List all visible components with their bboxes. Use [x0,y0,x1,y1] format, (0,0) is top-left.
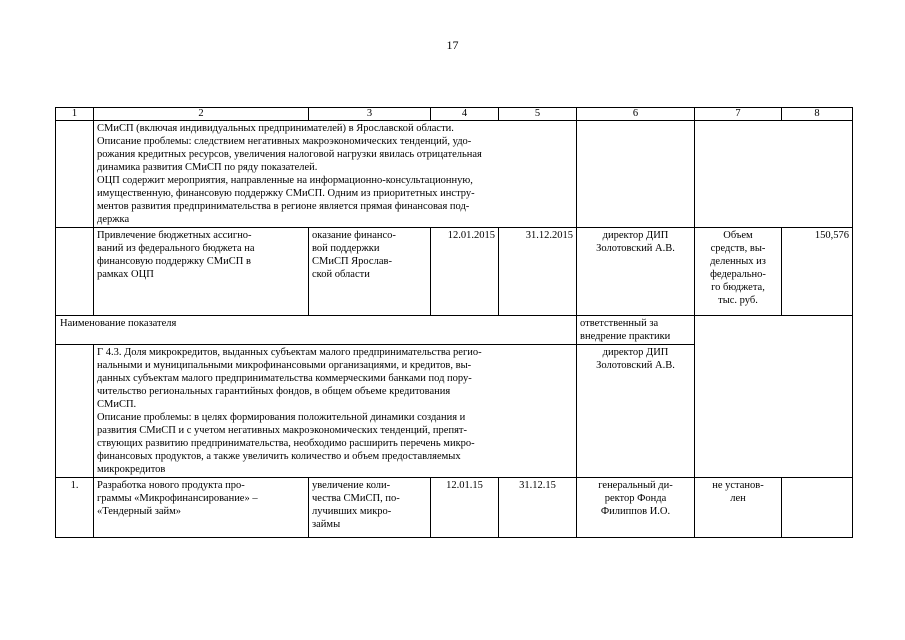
indicator-cell: Объем средств, вы- деленных из федерально- го бюджета, тыс. руб. [695,228,782,316]
indicator-description: Г 4.3. Доля микрокредитов, выданных субъектам малого предпринимательства регио- нальными и муниципальными микрофинансовыми организациями, и кредитов, вы- данных субъектам малого предпринимательства коммерческими банками под пору- чительство региональных гарантийных фондов, в общем объеме кредитования СМиСП. Описание проблемы: в целях формирования положительной динамики создания и развития СМиСП и с учетом негативных макроэкономических тенденций, препят- ствующих развитию предпринимательства, необходимо расширить перечень микро- финансовых продуктов, а также увеличить количество и объем предоставляемых микрокредитов [94,345,577,478]
empty-cell [695,121,853,228]
column-number: 7 [695,108,782,121]
measures-table [55,107,853,538]
measure-cell: Привлечение бюджетных ассигно- ваний из федерального бюджета на финансовую поддержку СМиСП в рамках ОЦП [94,228,309,316]
result-cell: увеличение коли- чества СМиСП, по- лучивших микро- займы [309,478,431,538]
responsible-cell: генеральный ди- ректор Фонда Филиппов И.О. [577,478,695,538]
column-number: 3 [309,108,431,121]
empty-cell [56,345,94,478]
row-number [56,228,94,316]
column-number: 6 [577,108,695,121]
indicator-cell: не установ- лен [695,478,782,538]
empty-cell [577,121,695,228]
column-number-row [56,108,853,121]
empty-cell [695,316,853,478]
responsible-cell: директор ДИП Золотовский А.В. [577,228,695,316]
start-date: 12.01.15 [431,478,499,538]
responsible-label: ответственный за внедрение практики [577,316,695,345]
measure-cell: Разработка нового продукта про- граммы «Микрофинансирование» – «Тендерный займ» [94,478,309,538]
value-cell [782,478,853,538]
description-row [56,121,853,228]
column-number: 4 [431,108,499,121]
row-number: 1. [56,478,94,538]
empty-cell [56,121,94,228]
column-number: 1 [56,108,94,121]
indicator-name-label: Наименование показателя [56,316,577,345]
start-date: 12.01.2015 [431,228,499,316]
section-header-row [56,316,853,345]
end-date: 31.12.15 [499,478,577,538]
problem-description: СМиСП (включая индивидуальных предпринимателей) в Ярославской области. Описание проблемы: следствием негативных макроэкономических тенденций, удо- рожания кредитных ресурсов, увеличения налоговой нагрузки явилась отрицательная динамика развития СМиСП по ряду показателей. ОЦП содержит мероприятия, направленные на информационно-консультационную, имущественную, финансовую поддержку СМиСП. Одним из приоритетных инстру- ментов развития предпринимательства в регионе является прямая финансовая под- держка [94,121,577,228]
table-row [56,228,853,316]
column-number: 5 [499,108,577,121]
page-number: 17 [446,38,459,52]
column-number: 8 [782,108,853,121]
end-date: 31.12.2015 [499,228,577,316]
result-cell: оказание финансо- вой поддержки СМиСП Ярослав- ской области [309,228,431,316]
table-row [56,478,853,538]
column-number: 2 [94,108,309,121]
value-cell: 150,576 [782,228,853,316]
responsible-cell: директор ДИП Золотовский А.В. [577,345,695,478]
